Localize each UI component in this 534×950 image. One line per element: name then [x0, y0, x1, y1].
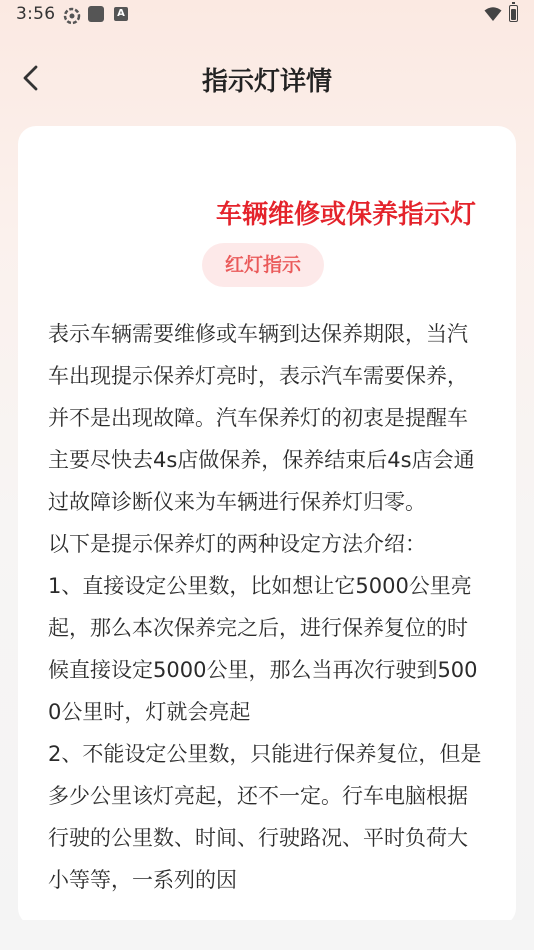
description-paragraph: 2、不能设定公里数，只能进行保养复位，但是多少公里该灯亮起，还不一定。行车电脑根据行驶的公里数、时间、行驶路况、平时负荷大小等等，一系列的因 [48, 742, 482, 892]
detail-card [18, 126, 516, 926]
indicator-color-tag: 红灯指示 [202, 243, 324, 287]
description-paragraph: 以下是提示保养灯的两种设定方法介绍： [48, 532, 426, 556]
page-title: 指示灯详情 [201, 67, 332, 97]
gear-icon [63, 7, 81, 29]
bottom-strip [0, 920, 534, 950]
description-paragraph: 表示车辆需要维修或车辆到达保养期限，当汽车出现提示保养灯亮时，表示汽车需要保养，并不是出现故障。汽车保养灯的初衷是提醒车主要尽快去4s店做保养，保养结束后4s店会通过故障诊断仪来为车辆进行保养灯归零。 [48, 322, 475, 514]
card-title: 车辆维修或保养指示灯 [215, 200, 476, 230]
square-app-icon [88, 6, 104, 22]
header [0, 48, 534, 108]
description-text [48, 313, 488, 901]
wifi-icon [484, 6, 502, 26]
a-badge-icon: A [114, 7, 128, 21]
status-time: 3:56 [16, 4, 56, 24]
description-paragraph: 1、直接设定公里数，比如想让它5000公里亮起，那么本次保养完之后，进行保养复位的时候直接设定5000公里，那么当再次行驶到5000公里时，灯就会亮起 [48, 574, 478, 724]
battery-icon [509, 5, 518, 22]
status-bar [0, 0, 534, 30]
